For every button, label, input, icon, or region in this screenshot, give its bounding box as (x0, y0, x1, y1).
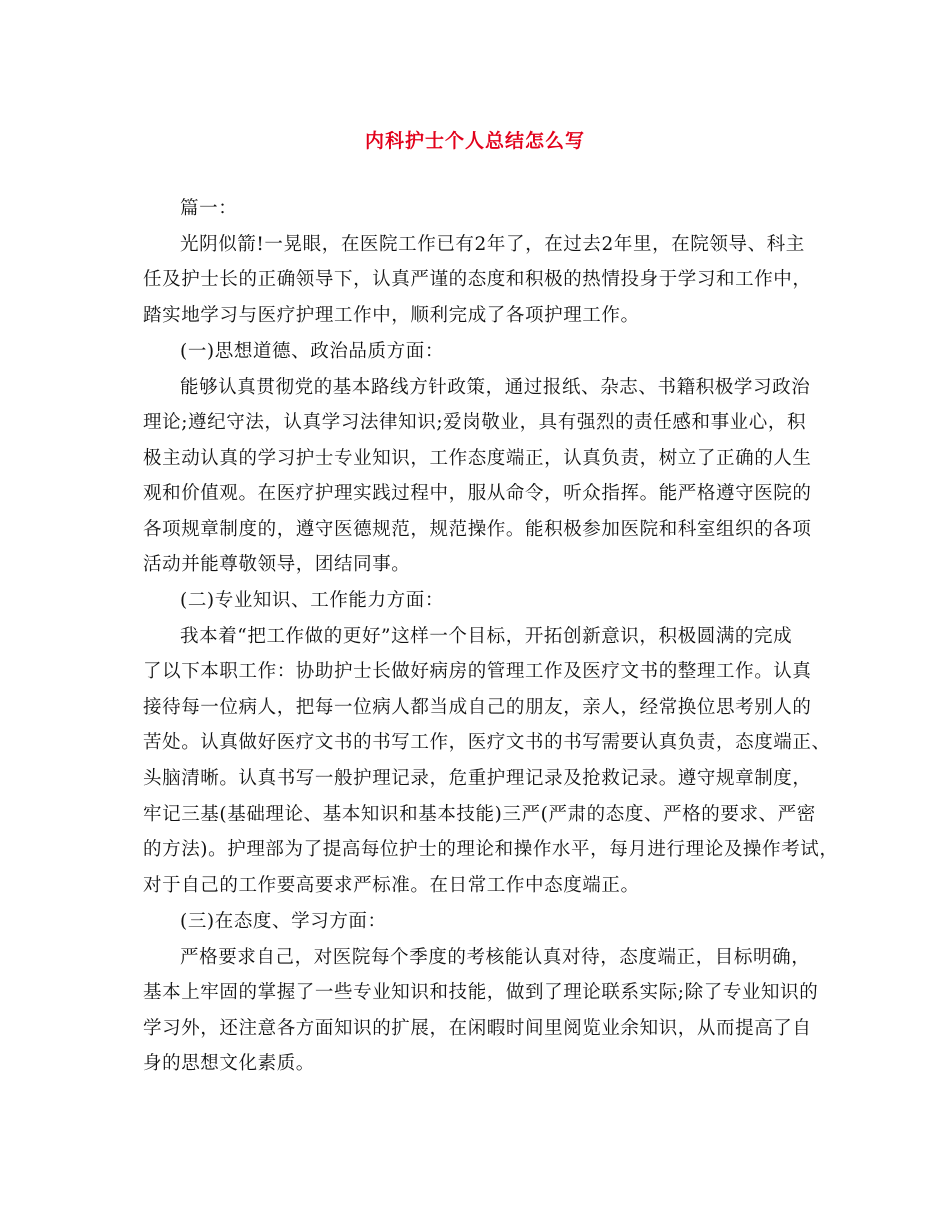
intro-line-3: 踏实地学习与医疗护理工作中，顺利完成了各项护理工作。 (143, 305, 640, 326)
section-2-line-5: 头脑清晰。认真书写一般护理记录，危重护理记录及抢救记录。遵守规章制度， (143, 768, 812, 789)
document-title: 内科护士个人总结怎么写 (364, 130, 585, 152)
section-2-line-7: 的方法)。护理部为了提高每位护士的理论和操作水平，每月进行理论及操作考试， (143, 839, 839, 860)
section-2-line-2: 了以下本职工作：协助护士长做好病房的管理工作及医疗文书的整理工作。认真 (143, 661, 812, 682)
section-3-line-1: 严格要求自己，对医院每个季度的考核能认真对待，态度端正，目标明确， (180, 947, 811, 968)
section-2-line-8: 对于自己的工作要高要求严标准。在日常工作中态度端正。 (143, 875, 640, 896)
section-1-line-2: 理论;遵纪守法，认真学习法律知识;爱岗敬业，具有强烈的责任感和事业心，积 (143, 412, 807, 433)
section-2-line-1: 我本着“把工作做的更好”这样一个目标，开拓创新意识，积极圆满的完成 (180, 626, 793, 647)
intro-line-2: 任及护士长的正确领导下，认真严谨的态度和积极的热情投身于学习和工作中， (143, 269, 812, 290)
heading-section-2: (二)专业知识、工作能力方面： (180, 590, 444, 611)
section-3-line-2: 基本上牢固的掌握了一些专业知识和技能，做到了理论联系实际;除了专业知识的 (143, 982, 819, 1003)
heading-section-3: (三)在态度、学习方面： (180, 911, 387, 932)
section-label-chapter-1: 篇一： (180, 198, 238, 219)
section-1-line-4: 观和价值观。在医疗护理实践过程中，服从命令，听众指挥。能严格遵守医院的 (143, 483, 812, 504)
section-2-line-4: 苦处。认真做好医疗文书的书写工作，医疗文书的书写需要认真负责，态度端正、 (143, 732, 831, 753)
section-1-line-3: 极主动认真的学习护士专业知识，工作态度端正，认真负责，树立了正确的人生 (143, 448, 812, 469)
section-2-line-3: 接待每一位病人，把每一位病人都当成自己的朋友，亲人，经常换位思考别人的 (143, 697, 812, 718)
section-3-line-4: 身的思想文化素质。 (143, 1053, 315, 1074)
section-1-line-1: 能够认真贯彻党的基本路线方针政策，通过报纸、杂志、书籍积极学习政治 (180, 377, 811, 398)
section-2-line-6: 牢记三基(基础理论、基本知识和基本技能)三严(严肃的态度、严格的要求、严密 (143, 804, 816, 825)
heading-section-1: (一)思想道德、政治品质方面： (180, 341, 444, 362)
section-1-line-6: 活动并能尊敬领导，团结同事。 (143, 554, 411, 575)
intro-line-1: 光阴似箭!一晃眼，在医院工作已有2年了，在过去2年里，在院领导、科主 (180, 234, 805, 255)
section-1-line-5: 各项规章制度的，遵守医德规范，规范操作。能积极参加医院和科室组织的各项 (143, 519, 812, 540)
section-3-line-3: 学习外，还注意各方面知识的扩展，在闲暇时间里阅览业余知识，从而提高了自 (143, 1018, 812, 1039)
